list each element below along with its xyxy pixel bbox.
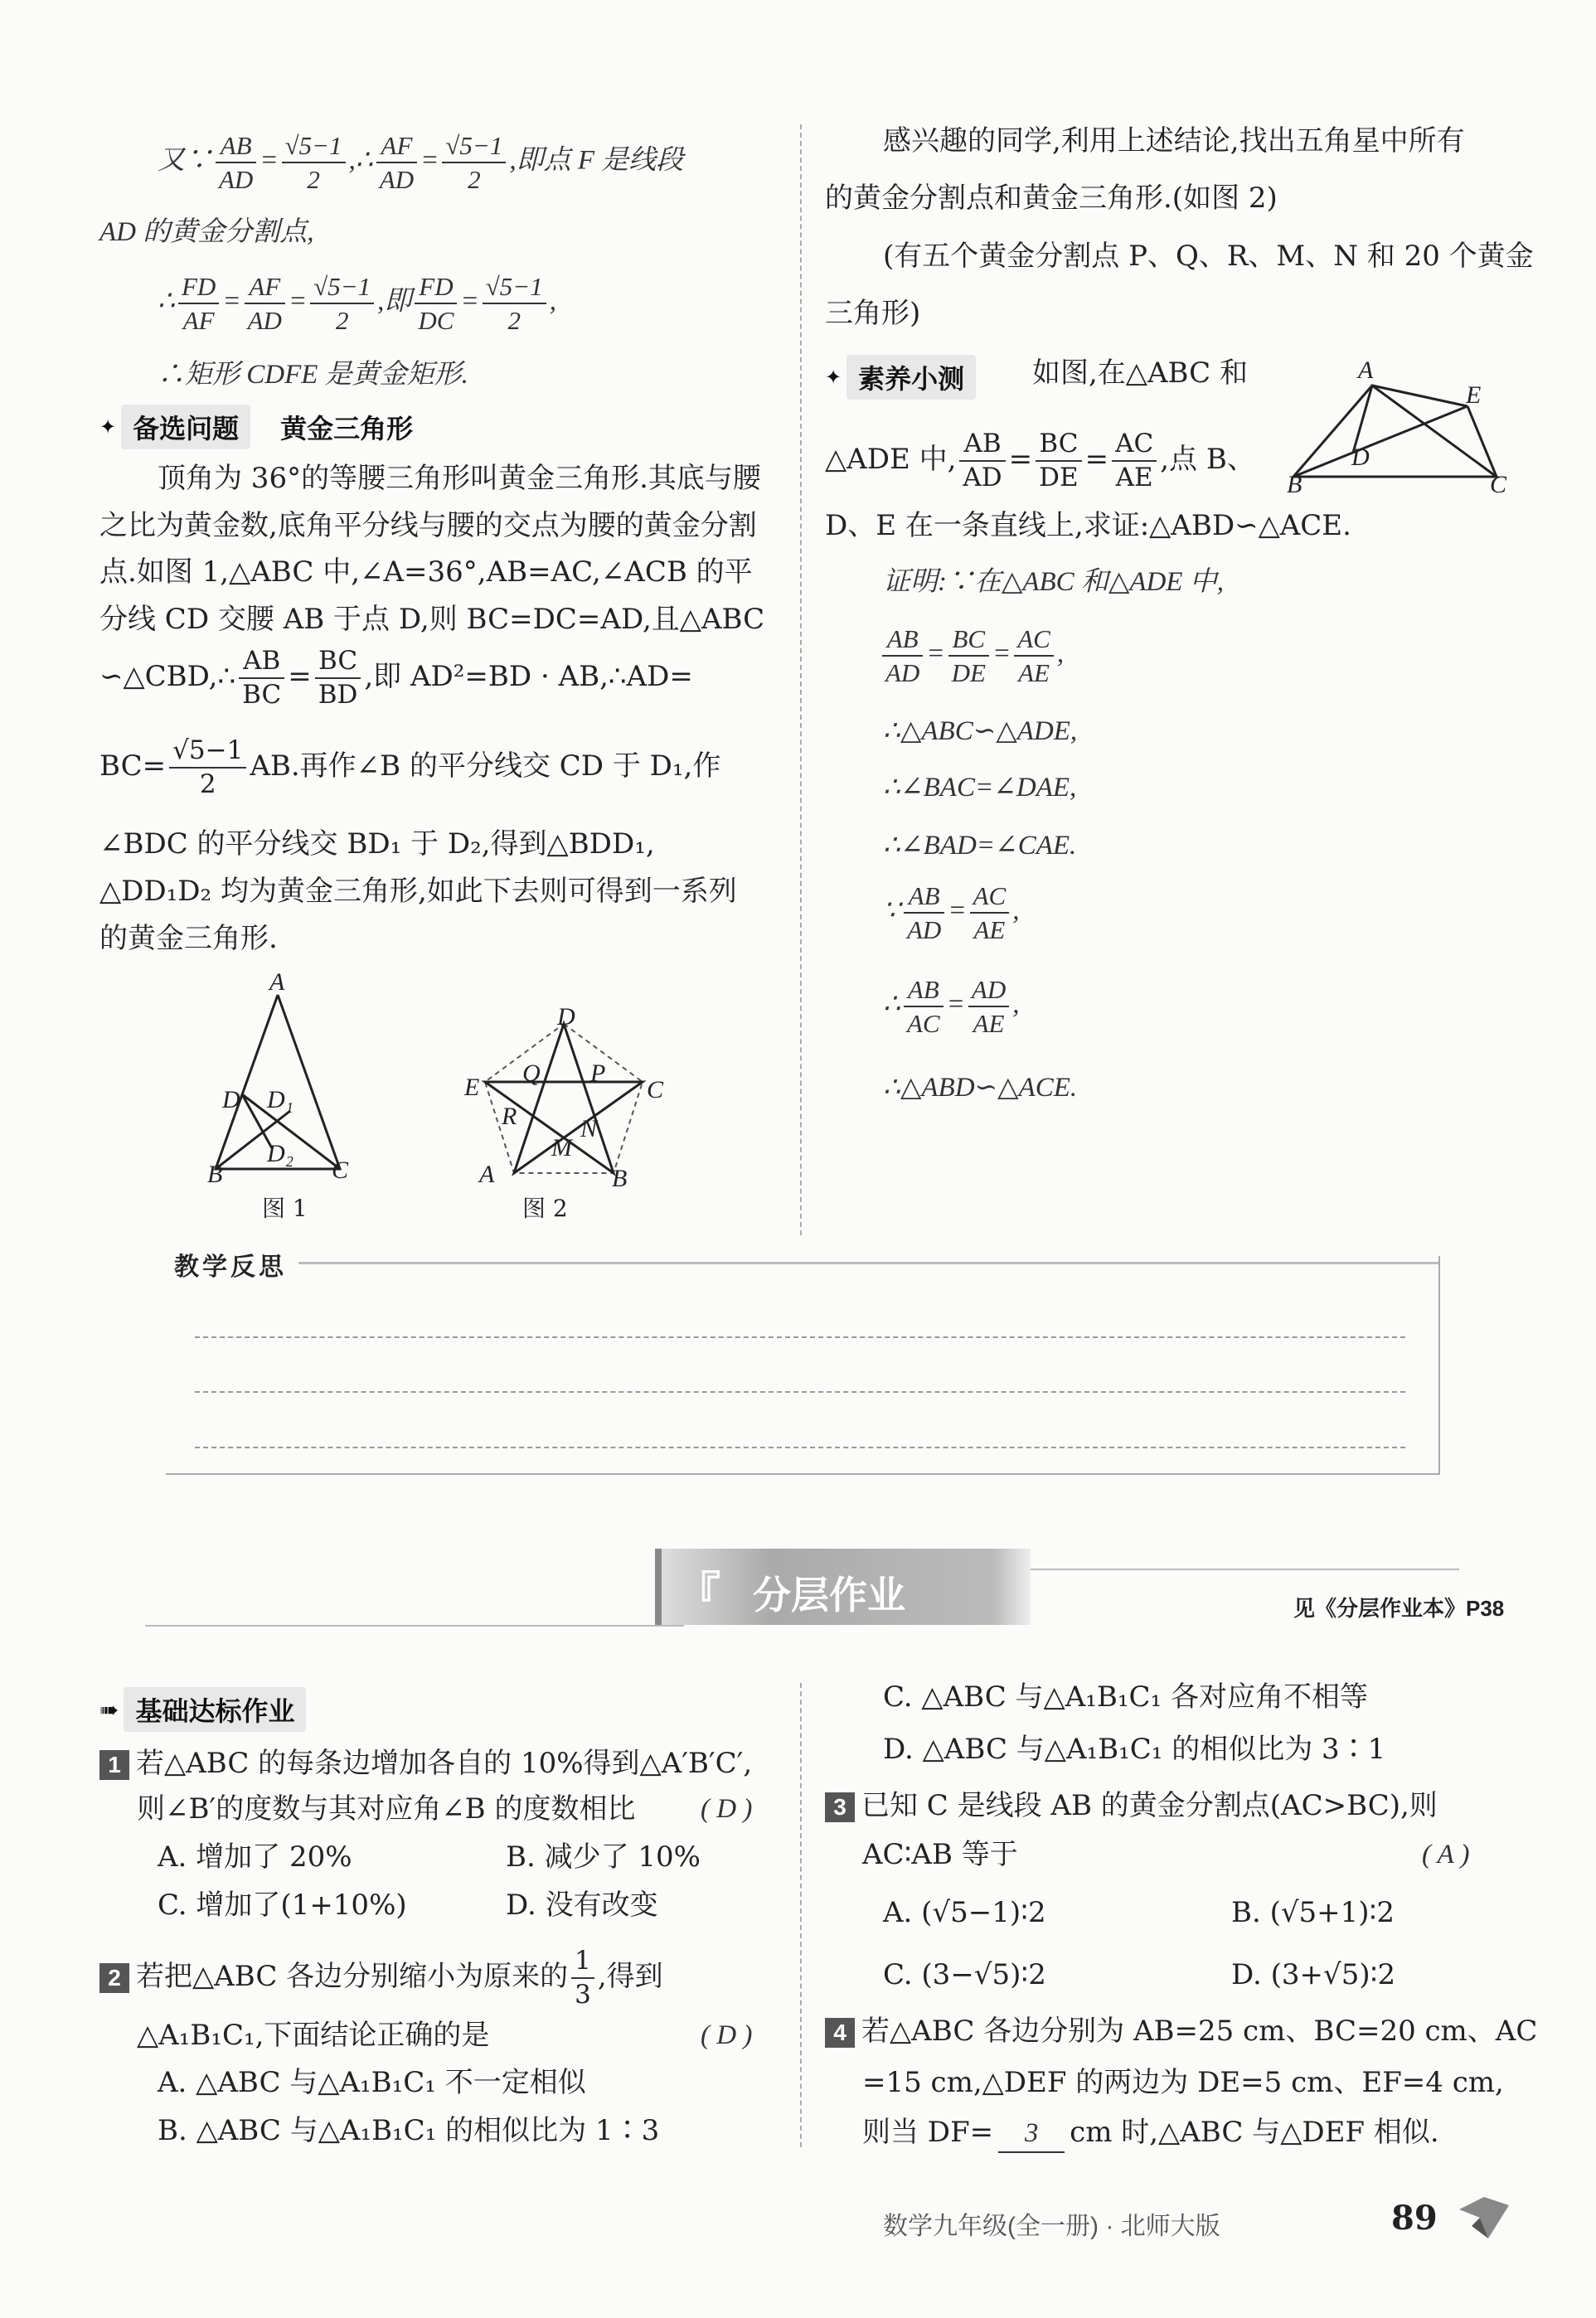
column-divider-bottom [800, 1683, 802, 2147]
reflection-title: 教学反思 [174, 1254, 287, 1281]
q1-answer: ( D ) [701, 1794, 753, 1824]
left-para-6: BC= $\frac{√5-1}{2}$ AB.再作∠B 的平分线交 CD 于 D₁,作 [99, 735, 721, 799]
left-line-2: AD 的黄金分割点, [99, 217, 314, 247]
fig2-label-B: B [612, 1165, 628, 1192]
footer-book-title: 数学九年级(全一册) · 北师大版 [883, 2213, 1220, 2240]
banner-title: 分层作业 [753, 1574, 905, 1617]
solution-line-4: ∴∠BAC=∠DAE, [883, 773, 1077, 803]
q4-line-2: =15 cm,△DEF 的两边为 DE=5 cm、EF=4 cm, [862, 2066, 1504, 2099]
fig2-label-R: R [502, 1103, 517, 1130]
left-para-1: 顶角为 36°的等腰三角形叫黄金三角形.其底与腰 [158, 462, 761, 495]
fig1-label-D: D [222, 1086, 240, 1113]
quiz-line-3: D、E 在一条直线上,求证:△ABD∽△ACE. [825, 509, 1351, 542]
reflection-line-2 [195, 1391, 1405, 1393]
q1-option-D: D. 没有改变 [506, 1889, 658, 1922]
right-para-3: (有五个黄金分割点 P、Q、R、M、N 和 20 个黄金 [883, 240, 1534, 273]
right-para-4: 三角形) [825, 297, 921, 330]
q1-option-B: B. 减少了 10% [506, 1840, 701, 1874]
q3-line-1: 3 已知 C 是线段 AB 的黄金分割点(AC>BC),则 [825, 1787, 1438, 1824]
solution-line-3: ∴△ABC∽△ADE, [883, 716, 1078, 746]
fig1-label-D1: D₁ [267, 1086, 294, 1113]
section-badge-quiz: ✦ 素养小测 [825, 355, 976, 400]
q1-option-A: A. 增加了 20% [158, 1840, 352, 1874]
quiz-label-C: C [1490, 471, 1507, 498]
solution-line-6: ∵ $\frac{AB}{AD}$ = $\frac{AC}{AE}$ , [883, 881, 1020, 944]
fig2-label-Q: Q [522, 1060, 541, 1087]
reflection-line-3 [195, 1447, 1405, 1448]
banner-bracket-icon: 『 [676, 1569, 720, 1619]
q1-line-2: 则∠B′的度数与其对应角∠B 的度数相比 [137, 1792, 636, 1826]
quiz-figure-triangles [1277, 356, 1509, 497]
solution-line-1: 证明:∵在△ABC 和△ADE 中, [883, 567, 1224, 597]
q3-option-D: D. (3+√5)∶2 [1231, 1958, 1396, 1991]
fig2-label-C: C [647, 1076, 664, 1103]
q2-option-D: D. △ABC 与△A₁B₁C₁ 的相似比为 3∶1 [883, 1733, 1386, 1766]
figure-2-caption: 图 2 [522, 1195, 568, 1222]
solution-line-8: ∴△ABD∽△ACE. [883, 1073, 1078, 1103]
left-para-7: ∠BDC 的平分线交 BD₁ 于 D₂,得到△BDD₁, [99, 827, 655, 861]
q2-number: 2 [99, 1963, 129, 1993]
solution-line-2: $\frac{AB}{AD}$ = $\frac{BC}{DE}$ = $\frac{AC}{AE}$ , [879, 626, 1064, 686]
diamond-icon: ✦ [99, 415, 117, 439]
fig1-label-D2: D₂ [267, 1140, 294, 1167]
q2-option-C: C. △ABC 与△A₁B₁C₁ 各对应角不相等 [883, 1680, 1368, 1714]
q2-answer: ( D ) [701, 2020, 753, 2050]
section-badge-alternate: ✦ 备选问题 黄金三角形 [99, 405, 413, 449]
section-badge-basic: ➠ 基础达标作业 [99, 1687, 306, 1732]
q3-option-C: C. (3−√5)∶2 [883, 1958, 1046, 1991]
left-para-8: △DD₁D₂ 均为黄金三角形,如此下去则可得到一系列 [99, 875, 737, 908]
right-para-1: 感兴趣的同学,利用上述结论,找出五角星中所有 [883, 124, 1465, 158]
q2-line-1: 2 若把△ABC 各边分别缩小为原来的 $\frac{1}{3}$ ,得到 [99, 1948, 663, 2008]
q1-line-1: 1 若△ABC 的每条边增加各自的 10%得到△A′B′C′, [99, 1745, 752, 1782]
reflection-top-rule [298, 1262, 1438, 1264]
q3-answer: ( A ) [1422, 1840, 1470, 1869]
banner-rule-left [145, 1625, 684, 1627]
arrow-icon: ➠ [99, 1696, 119, 1723]
q3-option-A: A. (√5−1)∶2 [883, 1896, 1046, 1929]
q4-answer-blank: 3 [998, 2115, 1065, 2153]
solution-line-7: ∴ $\frac{AB}{AC}$ = $\frac{AD}{AE}$ , [883, 975, 1020, 1038]
left-line-3: ∴ $\frac{FD}{AF}$ = $\frac{AF}{AD}$ = $\frac{√5-1}{2}$ ,即 $\frac{FD}{DC}$ = $\frac{√5-1}{2}$ , [158, 272, 556, 335]
q1-number: 1 [99, 1750, 129, 1780]
q4-line-3: 则当 DF= 3 cm 时,△ABC 与△DEF 相似. [862, 2114, 1439, 2153]
solution-line-5: ∴∠BAD=∠CAE. [883, 831, 1077, 861]
reflection-line-1 [195, 1336, 1405, 1338]
q4-number: 4 [825, 2018, 855, 2048]
q4-line-1: 4 若△ABC 各边分别为 AB=25 cm、BC=20 cm、AC [825, 2013, 1537, 2049]
figure-1-caption: 图 1 [262, 1195, 308, 1222]
left-para-5: ∽△CBD,∴ $\frac{AB}{BC}$ = $\frac{BC}{BD}$ ,即 AD²=BD · AB,∴AD= [99, 646, 693, 710]
q2-option-B: B. △ABC 与△A₁B₁C₁ 的相似比为 1∶3 [158, 2114, 660, 2147]
q2-line-2: △A₁B₁C₁,下面结论正确的是 [137, 2019, 490, 2052]
fig2-label-N: N [580, 1115, 598, 1142]
quiz-label-B: B [1287, 471, 1303, 498]
quiz-line-1: 如图,在△ABC 和 [1032, 356, 1248, 390]
right-para-2: 的黄金分割点和黄金三角形.(如图 2) [825, 182, 1278, 215]
left-para-4: 分线 CD 交腰 AB 于点 D,则 BC=DC=AD,且△ABC [99, 603, 765, 636]
q1-option-C: C. 增加了(1+10%) [158, 1889, 407, 1922]
fig1-label-C: C [332, 1157, 349, 1184]
quiz-label-E: E [1466, 381, 1482, 409]
left-line-4: ∴矩形 CDFE 是黄金矩形. [158, 360, 468, 390]
quiz-label-A: A [1358, 356, 1374, 384]
fig2-label-A: A [479, 1161, 495, 1188]
q3-line-2: AC∶AB 等于 [862, 1838, 1018, 1871]
q3-option-B: B. (√5+1)∶2 [1231, 1896, 1395, 1929]
quiz-label-D: D [1351, 444, 1370, 471]
fig2-label-E: E [464, 1074, 480, 1101]
fig1-label-B: B [207, 1161, 223, 1188]
diamond-icon: ✦ [825, 366, 842, 389]
page-number: 89 [1391, 2199, 1438, 2238]
quiz-line-2: △ADE 中, $\frac{AB}{AD}$ = $\frac{BC}{DE}$ = $\frac{AC}{AE}$ ,点 B、 [825, 429, 1255, 492]
left-para-3: 点.如图 1,△ABC 中,∠A=36°,AB=AC,∠ACB 的平 [99, 555, 753, 589]
origami-bird-icon [1455, 2193, 1513, 2243]
fig1-label-A: A [269, 968, 285, 996]
q3-number: 3 [825, 1792, 855, 1822]
section-title: 黄金三角形 [280, 414, 414, 444]
fig2-label-D: D [557, 1003, 575, 1030]
banner-rule-right [1028, 1569, 1459, 1570]
column-divider-top [800, 124, 802, 1235]
fig2-label-P: P [590, 1060, 606, 1087]
reflection-box [166, 1256, 1440, 1475]
left-line-1: 又∵ $\frac{AB}{AD}$ = $\frac{√5-1}{2}$ ,∴ $\frac{AF}{AD}$ = $\frac{√5-1}{2}$ ,即点 F 是线段 [158, 131, 684, 194]
left-para-9: 的黄金三角形. [99, 922, 278, 955]
fig2-label-M: M [551, 1134, 572, 1161]
left-para-2: 之比为黄金数,底角平分线与腰的交点为腰的黄金分割 [99, 509, 757, 542]
q2-option-A: A. △ABC 与△A₁B₁C₁ 不一定相似 [158, 2066, 586, 2099]
homework-reference: 见《分层作业本》P38 [1293, 1596, 1505, 1621]
